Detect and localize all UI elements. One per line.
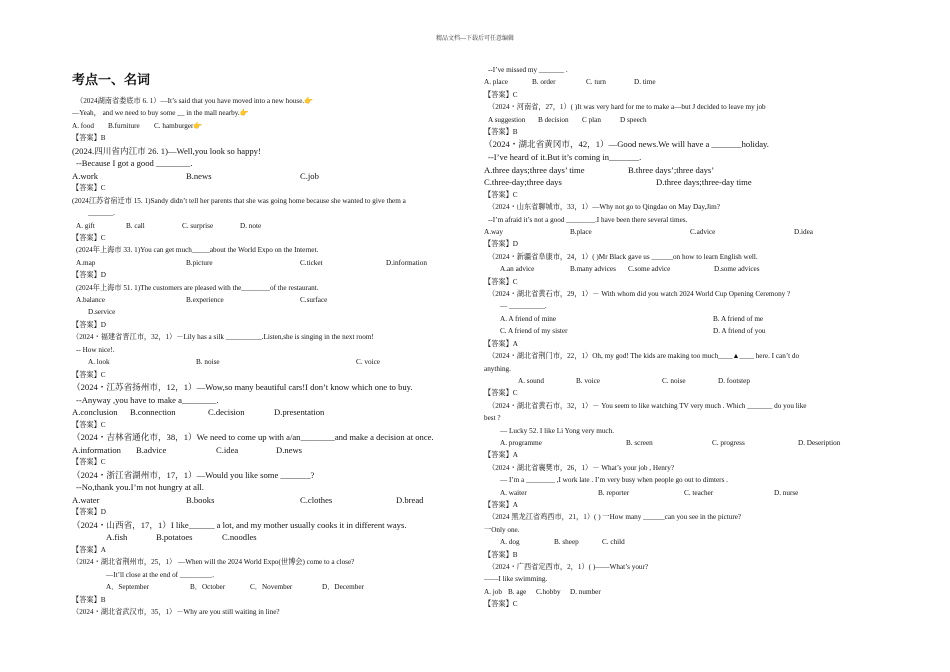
left-question-list xyxy=(72,95,472,619)
question-text: （2024・广西省定西市，2，1）( )——What’s your? xyxy=(488,563,649,571)
question-text: — Lucky 52. I like Li Yong very much. xyxy=(500,426,614,435)
answer-options xyxy=(484,375,884,387)
answer-key: 【答案】C xyxy=(484,90,518,99)
option-text: C. voice xyxy=(356,358,380,367)
question-text: --Because I got a good ________. xyxy=(76,158,193,169)
option-text: C.decision xyxy=(208,407,245,418)
option-text: C. A friend of my sister xyxy=(500,327,568,336)
question-text: （2024・湖北省襄樊市，26，1）－ What’s your job , Henry? xyxy=(488,463,675,472)
option-text: B.books xyxy=(186,494,215,505)
question-text: (2024年上海市 33. 1)You can get much_____about the World Expo on the Internet. xyxy=(76,246,319,255)
option-text: A suggestion xyxy=(488,115,526,124)
option-text: D.bread xyxy=(396,494,424,505)
option-text: C. turn xyxy=(586,78,606,87)
answer-key: 【答案】A xyxy=(484,500,518,509)
option-text: A. food xyxy=(72,121,94,130)
option-text: A.map xyxy=(76,258,96,267)
option-text: B. order xyxy=(532,78,556,87)
answer-options xyxy=(484,114,884,126)
option-text: D．December xyxy=(322,583,364,592)
answer-options xyxy=(484,586,884,598)
answer-options xyxy=(484,487,884,499)
option-text: A. programme xyxy=(500,438,542,447)
option-text: B.potatoes xyxy=(156,532,193,543)
option-text: C.job xyxy=(300,170,319,181)
answer-options xyxy=(72,444,472,457)
question-text: (2024.四川省内江市 26. 1)—Well,you look so happy! xyxy=(72,145,261,156)
question-text: （2024・吉林省通化市，38，1）We need to come up with a/an________and make a decision at once. xyxy=(72,432,434,443)
question-text: anything. xyxy=(484,364,511,373)
option-text: B. screen xyxy=(626,438,653,447)
answer-options xyxy=(72,257,472,269)
option-text: A.balance xyxy=(76,296,105,305)
option-text: C.some advice xyxy=(628,265,671,274)
answer-options xyxy=(484,164,884,177)
option-text: A．September xyxy=(106,583,150,592)
question-text: --I’ve heard of it.But it’s coming in_______. xyxy=(488,152,642,163)
answer-key: 【答案】D xyxy=(72,320,106,329)
option-text: A.water xyxy=(72,494,100,505)
answer-key: 【答案】C xyxy=(72,234,106,243)
option-text: D.information xyxy=(386,258,427,267)
answer-key: 【答案】B xyxy=(72,595,106,604)
option-text: B. sheep xyxy=(554,538,579,547)
option-text: B. call xyxy=(126,221,145,230)
option-text: B.news xyxy=(186,170,212,181)
option-text: D. time xyxy=(634,78,656,87)
option-text: C.advice xyxy=(690,228,716,237)
question-text: best ? xyxy=(484,414,501,423)
option-text: A. waiter xyxy=(500,488,527,497)
option-text: A. dog xyxy=(500,538,520,547)
option-text: C. child xyxy=(602,538,625,547)
option-text: D.three days;three-day time xyxy=(656,177,752,188)
question-text: 一Only one. xyxy=(484,525,520,534)
option-text: C.noodles xyxy=(222,532,257,543)
option-text: B. voice xyxy=(576,376,600,385)
page-header: 精品文档---下载后可任意编辑 xyxy=(436,36,514,42)
option-text: C. progress xyxy=(712,438,745,447)
answer-key: 【答案】A xyxy=(484,339,518,348)
question-text: （2024・河南省，27，1）( )It was very hard for me to make a—but J decided to leave my job xyxy=(488,103,766,112)
question-text: （2024・湖北省黄冈市，42，1）—Good news.We will have a _______holiday. xyxy=(484,139,769,150)
option-text: D.some advices xyxy=(714,265,760,274)
option-text: D.presentation xyxy=(274,407,325,418)
option-text: A.conclusion xyxy=(72,407,118,418)
answer-key: 【答案】D xyxy=(484,240,518,249)
option-text: C. noise xyxy=(662,376,686,385)
question-text: -- How nice!. xyxy=(76,345,115,354)
answer-options xyxy=(484,536,884,548)
section-title: 考点一、名词 xyxy=(72,72,151,87)
option-text: D.idea xyxy=(794,228,813,237)
answer-options xyxy=(72,170,472,183)
question-text: （2024・新疆省阜康市，24，1）( )Mr Black gave us ______on how to learn English well. xyxy=(488,252,758,261)
question-text: （2024・湖北省荆门市，22，1）Oh, my god! The kids are making too much____▲____ here. I can’t do xyxy=(488,352,800,361)
left-column xyxy=(72,64,472,619)
answer-key: 【答案】A xyxy=(484,451,518,460)
option-text: B.picture xyxy=(186,258,213,267)
question-text: （2024 黑龙江省鸡西市，21，1）( ) 一How many ______can you see in the picture? xyxy=(488,513,742,522)
question-text: D.service xyxy=(88,308,116,317)
question-text: （2024・湖北省荆州市，25，1） —When will the 2024 World Expo(世博会) come to a close? xyxy=(72,558,355,567)
option-text: D speech xyxy=(620,115,647,124)
answer-key: 【答案】B xyxy=(484,128,518,137)
question-text: --I’ve missed my _______ . xyxy=(488,66,568,74)
answer-key: 【答案】C xyxy=(72,458,106,467)
option-text: B.connection xyxy=(130,407,176,418)
option-text: B. A friend of me xyxy=(713,314,764,323)
question-text: （2024・江苏省扬州市，12，1）—Wow,so many beautiful cars!I don’t know which one to buy. xyxy=(72,381,413,392)
option-text: D. number xyxy=(570,587,601,596)
option-text: C plan xyxy=(582,115,601,124)
option-text: B．October xyxy=(190,583,226,592)
option-text: D.news xyxy=(276,444,303,455)
answer-key: 【答案】B xyxy=(484,550,518,559)
option-text: B.advice xyxy=(136,444,167,455)
option-text: B decision xyxy=(538,115,569,124)
option-text: A. sound xyxy=(518,376,544,385)
option-text: C.clothes xyxy=(300,494,333,505)
option-text: B.place xyxy=(570,228,592,237)
answer-options xyxy=(484,176,884,189)
question-text: (2024江苏省宿迁市 15. 1)Sandy didn’t tell her parents that she was going home because she wanted to give them a xyxy=(72,196,406,205)
answer-options xyxy=(484,226,884,238)
option-text: D. footstep xyxy=(718,376,750,385)
answer-key: 【答案】C xyxy=(72,420,106,429)
option-text: D. A friend of you xyxy=(713,327,766,336)
question-text: — I’m a ________ ,I work late . I’m very busy when people go out to dimters . xyxy=(500,476,728,485)
answer-options xyxy=(72,494,472,507)
option-text: A.three days;three days’ time xyxy=(484,164,585,175)
option-text: B.many advices xyxy=(570,265,616,274)
question-text: （2024・山西省，17，1）I like______ a lot, and my mother usually cooks it in different ways. xyxy=(72,519,407,530)
answer-key: 【答案】C xyxy=(72,370,106,379)
option-text: C.ticket xyxy=(300,258,323,267)
option-text: C.three-day;three days xyxy=(484,177,562,188)
option-text: B.experience xyxy=(186,296,224,305)
question-text: —Yeah， and we need to buy some __ in the mall nearby.👉 xyxy=(72,109,249,118)
option-text: C．November xyxy=(250,583,293,592)
option-text: C. surprise xyxy=(182,221,214,230)
answer-options xyxy=(72,220,472,232)
question-text: （2024・山东省聊城市，33，1）—Why not go to Qingdao on May Day,Jim? xyxy=(488,203,720,212)
question-text: （2024・湖北省黄石市，29，1）－ With whom did you watch 2024 World Cup Opening Ceremony ? xyxy=(488,290,791,299)
option-text: C.hobby xyxy=(536,587,561,596)
answer-options xyxy=(72,531,472,544)
answer-options xyxy=(72,120,472,132)
question-text: --No,thank you.I’m not hungry at all. xyxy=(76,482,204,493)
question-text: （2024・湖北省黄石市，32，1）－ You seem to like watching TV very much . Which _______ do you like xyxy=(488,401,807,410)
question-text: --Anyway ,you have to make a________. xyxy=(76,394,219,405)
question-text: --I’m afraid it’s not a good ________.I have been there several times. xyxy=(488,215,688,224)
question-text: （2024・福建省晋江市，32，1）－Lily has a silk __________.Listen,she is singing in the next room! xyxy=(72,333,374,342)
option-text: B.three days’;three days’ xyxy=(628,164,715,175)
option-text: A.way xyxy=(484,228,503,237)
answer-key: 【答案】D xyxy=(72,271,106,280)
answer-key: 【答案】C xyxy=(484,190,518,199)
answer-key: 【答案】B xyxy=(72,134,106,143)
option-text: A. A friend of mine xyxy=(500,314,557,323)
answer-options xyxy=(484,313,884,325)
option-text: A.fish xyxy=(106,532,128,543)
option-text: B. age xyxy=(508,587,527,596)
option-text: A.information xyxy=(72,444,121,455)
answer-key: 【答案】C xyxy=(484,277,518,286)
right-column xyxy=(484,64,884,611)
question-text: _______. xyxy=(88,209,115,218)
answer-key: 【答案】C xyxy=(72,184,106,193)
option-text: A. gift xyxy=(76,221,95,230)
answer-options xyxy=(72,581,472,593)
question-text: （2024・湖北省武汉市，35，1）－Why are you still waiting in line? xyxy=(72,608,280,617)
option-text: A.work xyxy=(72,170,99,181)
option-text: A. job xyxy=(484,587,502,596)
option-text: D. nurse xyxy=(774,488,799,497)
option-text: A. look xyxy=(88,358,110,367)
option-text: A. place xyxy=(484,78,508,87)
answer-options xyxy=(72,294,472,306)
answer-options xyxy=(72,406,472,419)
answer-key: 【答案】D xyxy=(72,508,106,517)
answer-options xyxy=(484,437,884,449)
answer-key: 【答案】C xyxy=(484,600,518,609)
option-text: B. reporter xyxy=(598,488,630,497)
option-text: B.furniture xyxy=(108,121,140,130)
option-text: C.surface xyxy=(300,296,328,305)
option-text: D. Deseription xyxy=(798,438,841,447)
question-text: （2024湖南省娄底市 6. 1）—It’s said that you have moved into a new house.👉 xyxy=(76,97,314,105)
question-text: ——I like swimming. xyxy=(484,575,548,584)
question-text: （2024・浙江省湖州市，17，1）—Would you like some _______? xyxy=(72,469,315,480)
answer-key: 【答案】A xyxy=(72,546,106,555)
answer-key: 【答案】C xyxy=(484,389,518,398)
question-text: (2024年上海市 51. 1)The customers are pleased with the________of the restaurant. xyxy=(76,283,319,292)
option-text: B. noise xyxy=(196,358,220,367)
answer-options xyxy=(484,325,884,337)
option-text: A.an advice xyxy=(500,265,535,274)
option-text: C.idea xyxy=(216,444,239,455)
option-text: C. hamburger👉 xyxy=(154,121,203,130)
answer-options xyxy=(72,356,472,368)
answer-options xyxy=(484,76,884,88)
right-question-list xyxy=(484,64,884,611)
answer-options xyxy=(484,263,884,275)
question-text: —It’ll close at the end of _________. xyxy=(106,570,214,579)
option-text: C. teacher xyxy=(684,488,714,497)
option-text: D. note xyxy=(240,221,262,230)
question-text: — __________. xyxy=(500,302,547,311)
